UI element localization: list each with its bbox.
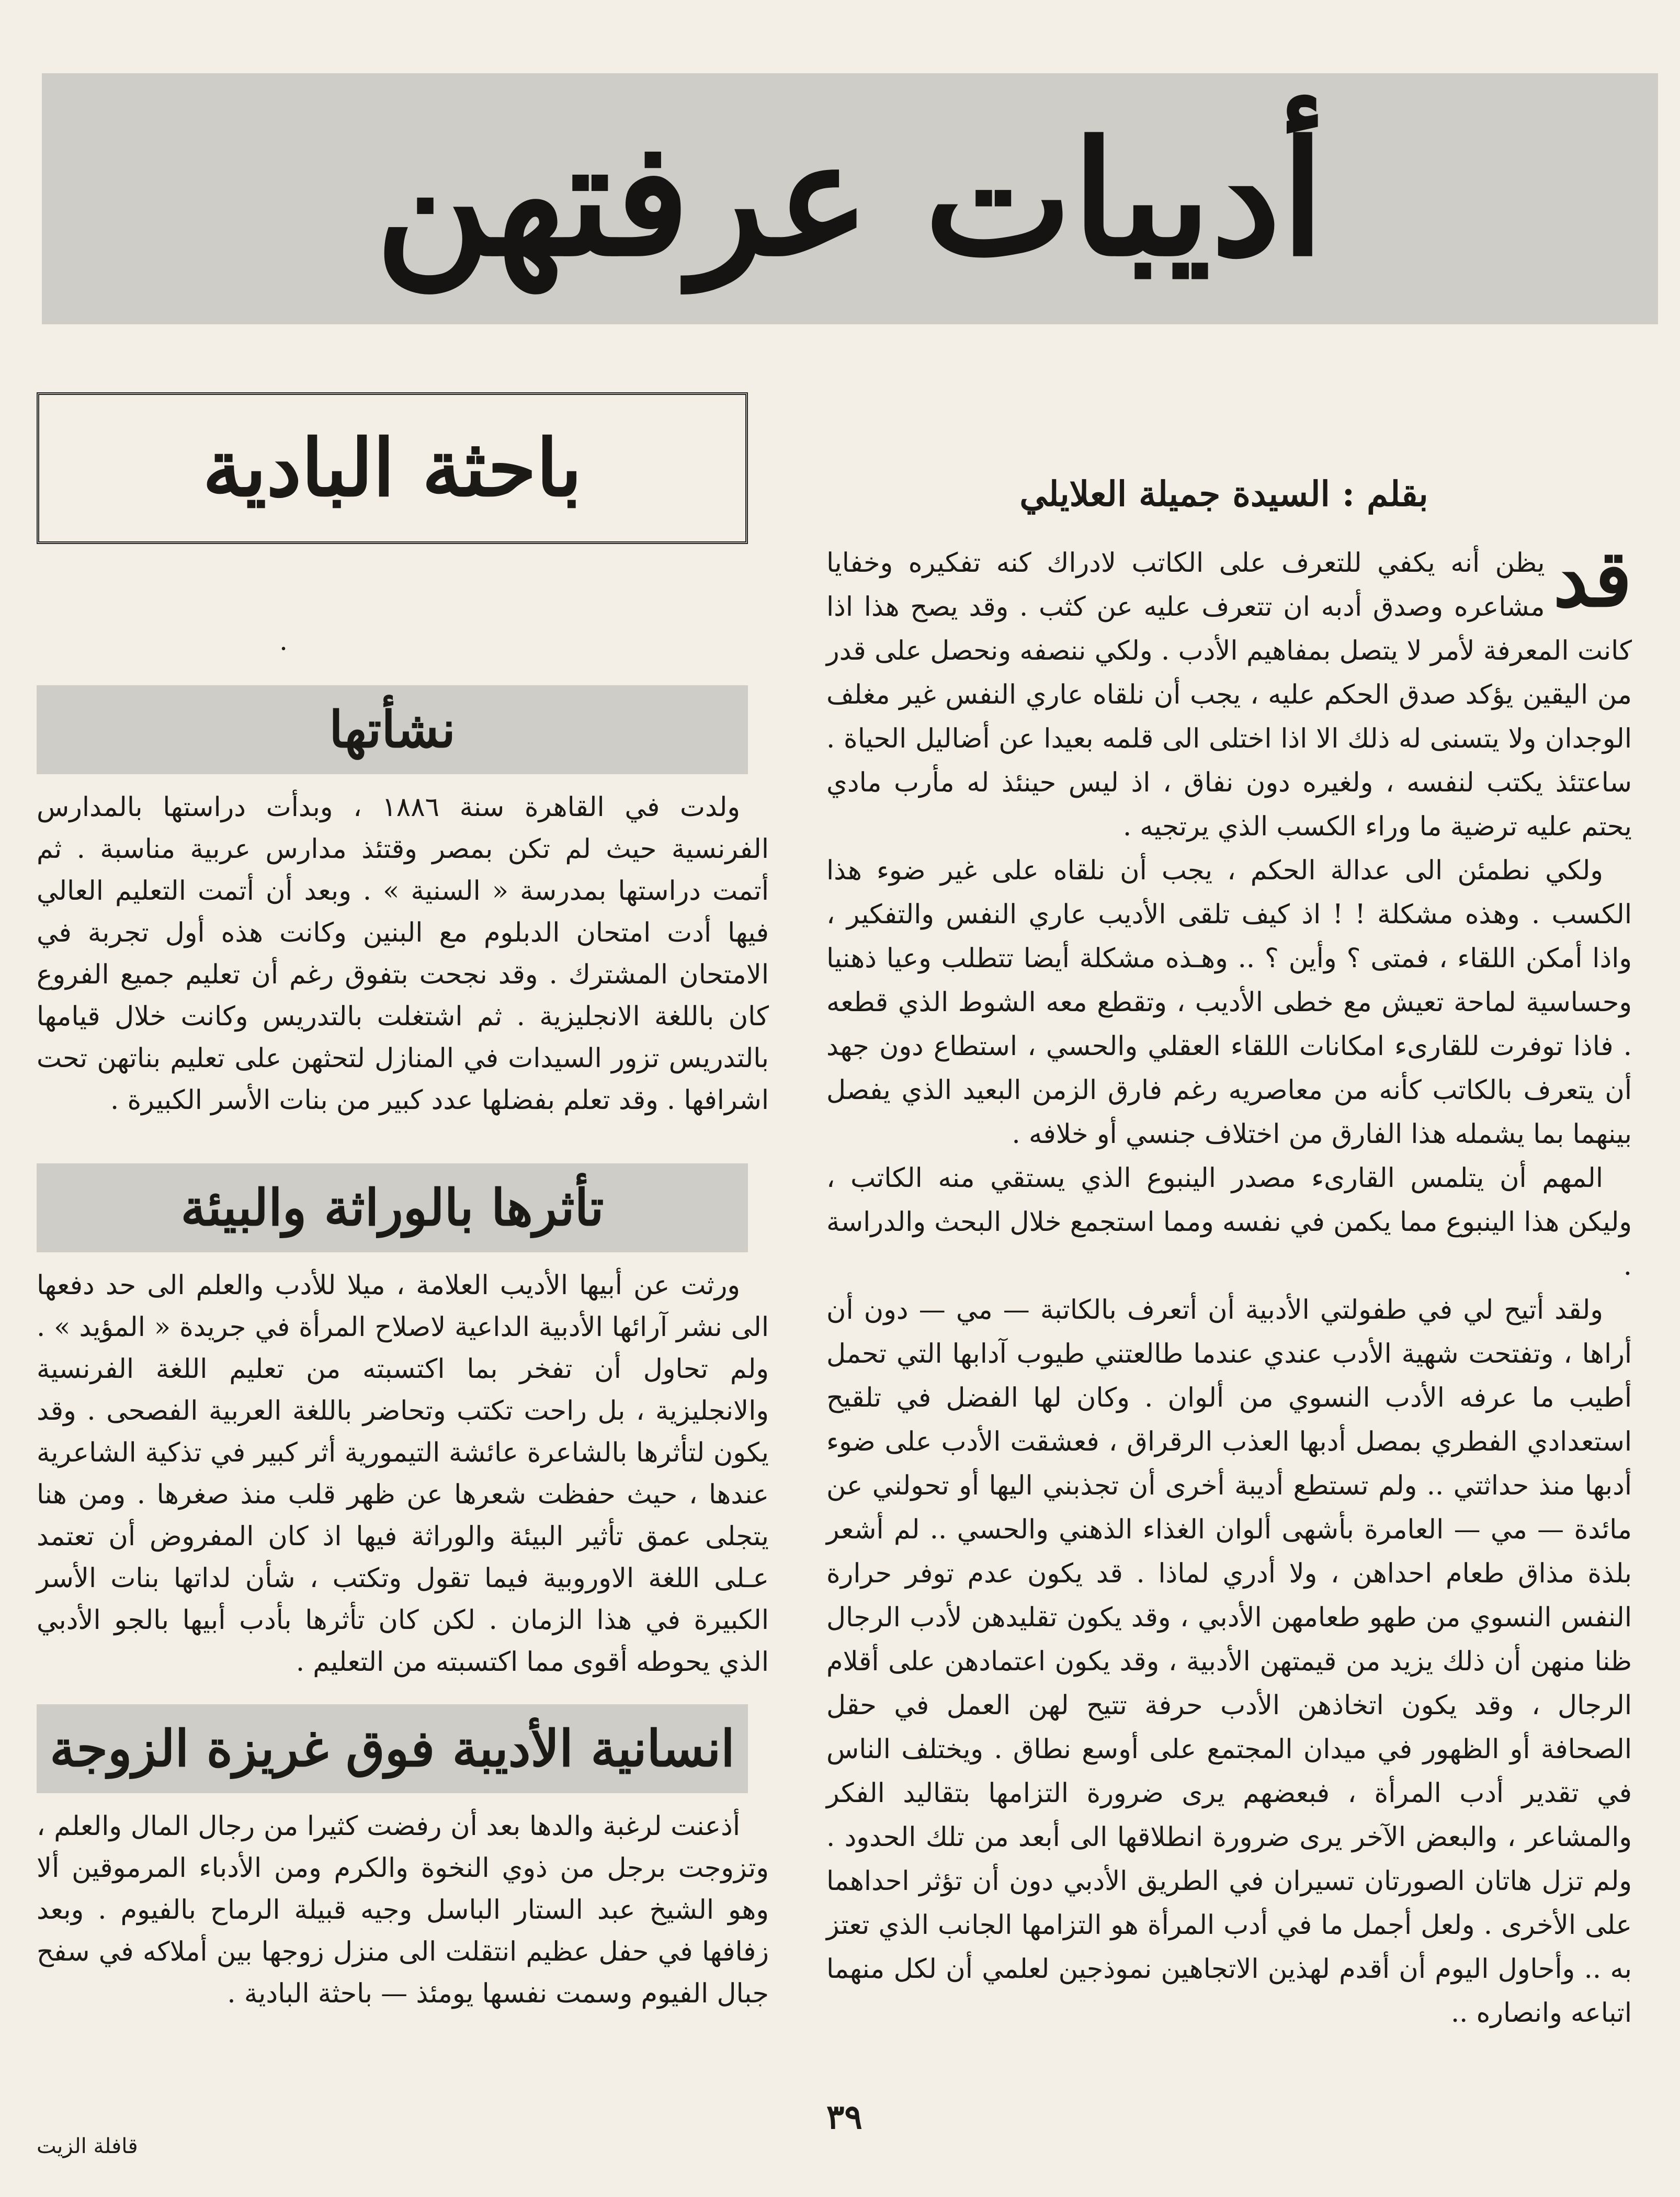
section-heading-influence: تأثرها بالوراثة والبيئة (37, 1163, 748, 1252)
sidebar-column (37, 392, 769, 2036)
section-heading-upbringing: نشأتها (37, 685, 748, 774)
article-paragraph-1 (826, 533, 1632, 849)
section-gap (37, 1142, 769, 1163)
masthead-banner (42, 73, 1658, 324)
article-byline: بقلم : السيدة جميلة العلايلي (1019, 473, 1428, 514)
section-paragraph-influence: ورثت عن أبيها الأديب العلامة ، ميلا للأدب والعلم الى حد دفعها الى نشر آرائها الأدبية الداعية لاصلاح المرأة في جريدة « المؤيد » . ولم تحاول أن تفخر بما اكتسبته من تعليم اللغة الفرنسية والانجليزية ، بل راحت تكتب وتحاضر باللغة العربية الفصحى . وقد يكون لتأثرها بالشاعرة عائشة التيمورية أثر كبير في تذكية الشاعرية عندها ، حيث حفظت شعرها عن ظهر قلب منذ صغرها . ومن هنا يتجلى عمق تأثير البيئة والوراثة فيها اذ كان المفروض أن تعتمد عـلى اللغة الاوروبية فيما تقول وتكتب ، شأن لداتها بنات الأسر الكبيرة في هذا الزمان . لكن كان تأثرها بأدب أبيها بالجو الأدبي الذي يحوطه أقوى مما اكتسبته من التعليم . (37, 1270, 769, 1678)
footer-magazine-name: قافلة الزيت (37, 2134, 138, 2158)
section-paragraph-marriage: أذعنت لرغبة والدها بعد أن رفضت كثيرا من رجال المال والعلم ، وتزوجت برجل من ذوي النخوة والكرم ومن الأدباء المرموقين ألا وهو الشيخ عبد الستار الباسل وجيه قبيلة الرماح بالفيوم . وبعد زفافها في حفل عظيم انتقلت الى منزل زوجها بين أملاكه في سفح جبال الفيوم وسمت نفسها يومئذ — باحثة البادية . (37, 1811, 769, 2009)
section-paragraph-upbringing: ولدت في القاهرة سنة ١٨٨٦ ، وبدأت دراستها بالمدارس الفرنسية حيث لم تكن بمصر وقتئذ مدارس عربية مناسبة . ثم أتمت دراستها بمدرسة « السنية » . وبعد أن أتمت التعليم العالي فيها أدت امتحان الدبلوم مع البنين وكانت هذه أول تجربة في الامتحان المشترك . وقد نجحت بتفوق رغم أن تعليم جميع الفروع كان باللغة الانجليزية . ثم اشتغلت بالتدريس وكانت خلال قيامها بالتدريس تزور السيدات في المنازل لتحثهن على تعليم بناتهن تحت اشرافها . وقد تعلم بفضلها عدد كبير من بنات الأسر الكبيرة . (37, 792, 769, 1116)
section-heading-marriage: انسانية الأديبة فوق غريزة الزوجة (37, 1704, 748, 1793)
page-number: ٣٩ (826, 2098, 862, 2137)
article-paragraph-3: المهم أن يتلمس القارىء مصدر الينبوع الذي يستقي منه الكاتب ، وليكن هذا الينبوع مما يكمن في نفسه ومما استجمع خلال البحث والدراسة . (826, 1163, 1632, 1282)
sidebar-title-box (37, 392, 748, 544)
article-paragraph-text: يظن أنه يكفي للتعرف على الكاتب لادراك كنه تفكيره وخفايا مشاعره وصدق أدبه ان تتعرف عليه عن كثب . وقد يصح هذا اذا كانت المعرفة لأمر لا يتصل بمفاهيم الأدب . ولكي ننصفه ونحصل على قدر من اليقين يؤكد صدق الحكم عليه ، يجب أن نلقاه عاري النفس غير مغلف الوجدان ولا يتسنى له ذلك الا اذا اختلى الى قلمه بعيدا عن أضاليل الحياة . ساعتئذ يكتب لنفسه ، ولغيره دون نفاق ، اذ ليس حينئذ له مأرب مادي يحتم عليه ترضية ما وراء الكسب الذي يرتجيه . (826, 548, 1632, 842)
stray-dot: · (279, 633, 288, 664)
sidebar-title: باحثة البادية (202, 422, 582, 514)
masthead-title: أديبات عرفتهن (375, 106, 1325, 291)
main-article-column (826, 533, 1632, 2035)
article-paragraph-2: ولكي نطمئن الى عدالة الحكم ، يجب أن نلقاه على غير ضوء هذا الكسب . وهذه مشكلة ! ! اذ كيف تلقى الأديب عاري النفس والتفكير ، واذا أمكن اللقاء ، فمتى ؟ وأين ؟ .. وهـذه مشكلة أيضا تتطلب وعيا ذهنيا وحساسية لماحة تعيش مع خطى الأديب ، وتقطع معه الشوط الذي قطعه . فاذا توفرت للقارىء امكانات اللقاء العقلي والحسي ، استطاع دون جهد أن يتعرف بالكاتب كأنه من معاصريه رغم فارق الزمن البعيد الذي يفصل بينهما بما يشمله هذا الفارق من اختلاف جنسي أو خلافه . (826, 855, 1632, 1150)
drop-cap: قد (1553, 533, 1632, 625)
article-paragraph-4: ولقد أتيح لي في طفولتي الأدبية أن أتعرف بالكاتبة — مي — دون أن أراها ، وتفتحت شهية الأدب عندي عندما طالعتني طيوب آدابها التي تحمل أطيب ما عرفه الأدب النسوي من ألوان . وكان لها الفضل في تلقيح استعدادي الفطري بمصل أدبها العذب الرقراق ، فعشقت الأدب على ضوء أدبها منذ حداثتي .. ولم تستطع أديبة أخرى أن تجذبني اليها أو تحولني عن مائدة — مي — العامرة بأشهى ألوان الغذاء الذهني والحسي .. لم أشعر بلذة مذاق طعام احداهن ، ولا أدري لماذا . قد يكون عدم توفر حرارة النفس النسوي من طهو طعامهن الأدبي ، وقد يكون تقليدهن لأدب الرجال ظنا منهن أن ذلك يزيد من قيمتهن الأدبية ، وقد يكون اعتمادهن على أقلام الرجال ، وقد يكون اتخاذهن الأدب حرفة تتيح لهن العمل في حقل الصحافة أو الظهور في ميدان المجتمع على أوسع نطاق . ويختلف الناس في تقدير أدب المرأة ، فبعضهم يرى ضرورة التزامها بتقاليد الفكر والمشاعر ، والبعض الآخر يرى ضرورة انطلاقها الى أبعد من تلك الحدود . ولم تزل هاتان الصورتان تسيران في الطريق الأدبي دون أن تؤثر احداهما على الأخرى . ولعل أجمل ما في أدب المرأة هو التزامها الجانب الذي تعتز به .. وأحاول اليوم أن أقدم لهذين الاتجاهين نموذجين لعلمي أن لكل منهما اتباعه وانصاره .. (826, 1295, 1632, 2029)
sidebar-spacer (37, 544, 769, 685)
